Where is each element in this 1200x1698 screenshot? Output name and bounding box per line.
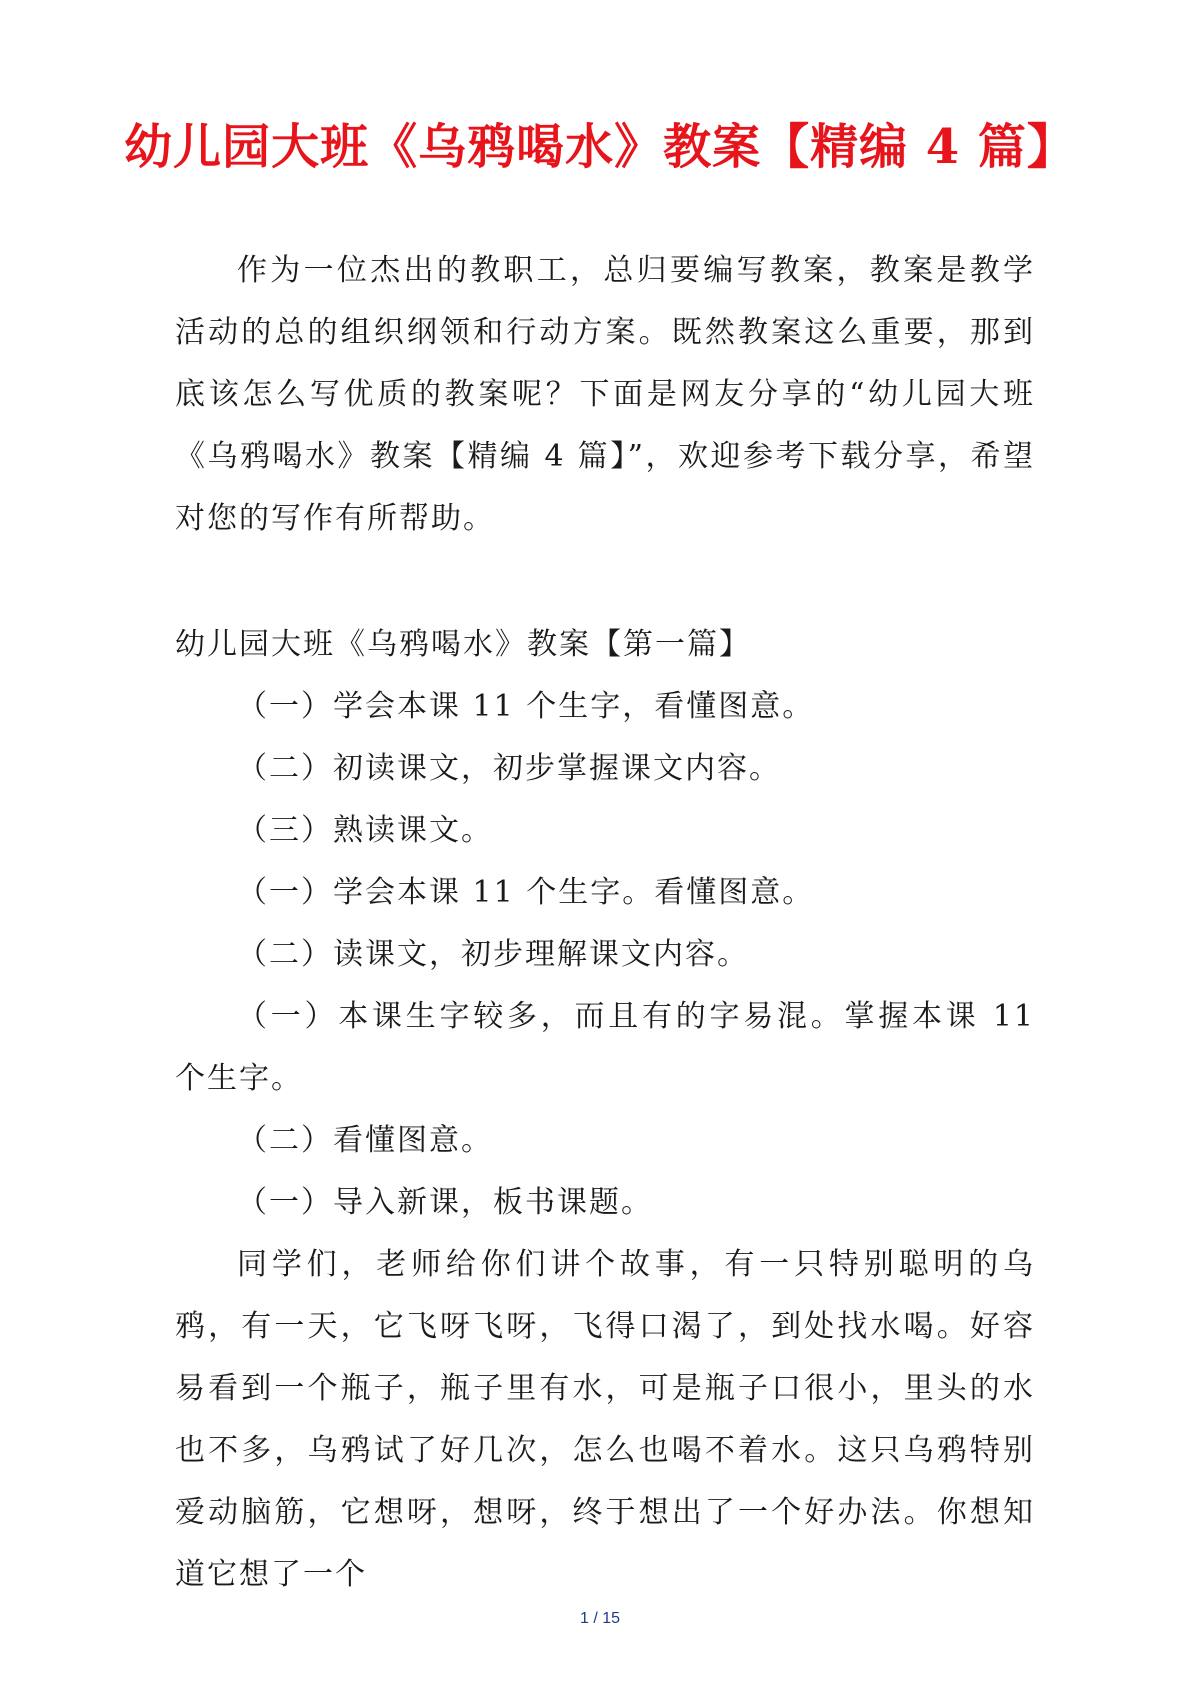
story-paragraph: 同学们，老师给你们讲个故事，有一只特别聪明的乌鸦，有一天，它飞呀飞呀，飞得口渴了，到处找水喝。好容易看到一个瓶子，瓶子里有水，可是瓶子口很小，里头的水也不多，乌鸦试了好几次，怎么也喝不着水。这只乌鸦特别爱动脑筋，它想呀，想呀，终于想出了一个好办法。你想知道它想了一个: [175, 1247, 1035, 1592]
list-item: （一）本课生字较多，而且有的字易混。掌握本课 11 个生字。: [175, 999, 1035, 1096]
list-item: （一）学会本课 11 个生字，看懂图意。: [237, 689, 815, 724]
list-item: （一）导入新课，板书课题。: [237, 1185, 653, 1220]
list-item: （二）看懂图意。: [237, 1123, 493, 1158]
section-heading: 幼儿园大班《乌鸦喝水》教案【第一篇】: [175, 627, 751, 662]
intro-paragraph: 作为一位杰出的教职工，总归要编写教案，教案是教学活动的总的组织纲领和行动方案。既然教案这么重要，那到底该怎么写优质的教案呢？下面是网友分享的“幼儿园大班《乌鸦喝水》教案【精编 4 篇】”，欢迎参考下载分享，希望对您的写作有所帮助。: [175, 253, 1035, 536]
page-number: 1 / 15: [579, 1610, 621, 1627]
list-item: （二）读课文，初步理解课文内容。: [237, 937, 749, 972]
list-item: （一）学会本课 11 个生字。看懂图意。: [237, 875, 815, 910]
document-body: [175, 240, 1035, 1606]
document-title: 幼儿园大班《乌鸦喝水》教案【精编 4 篇】: [124, 119, 1076, 175]
list-item: （三）熟读课文。: [237, 813, 493, 848]
list-item: （二）初读课文，初步掌握课文内容。: [237, 751, 781, 786]
